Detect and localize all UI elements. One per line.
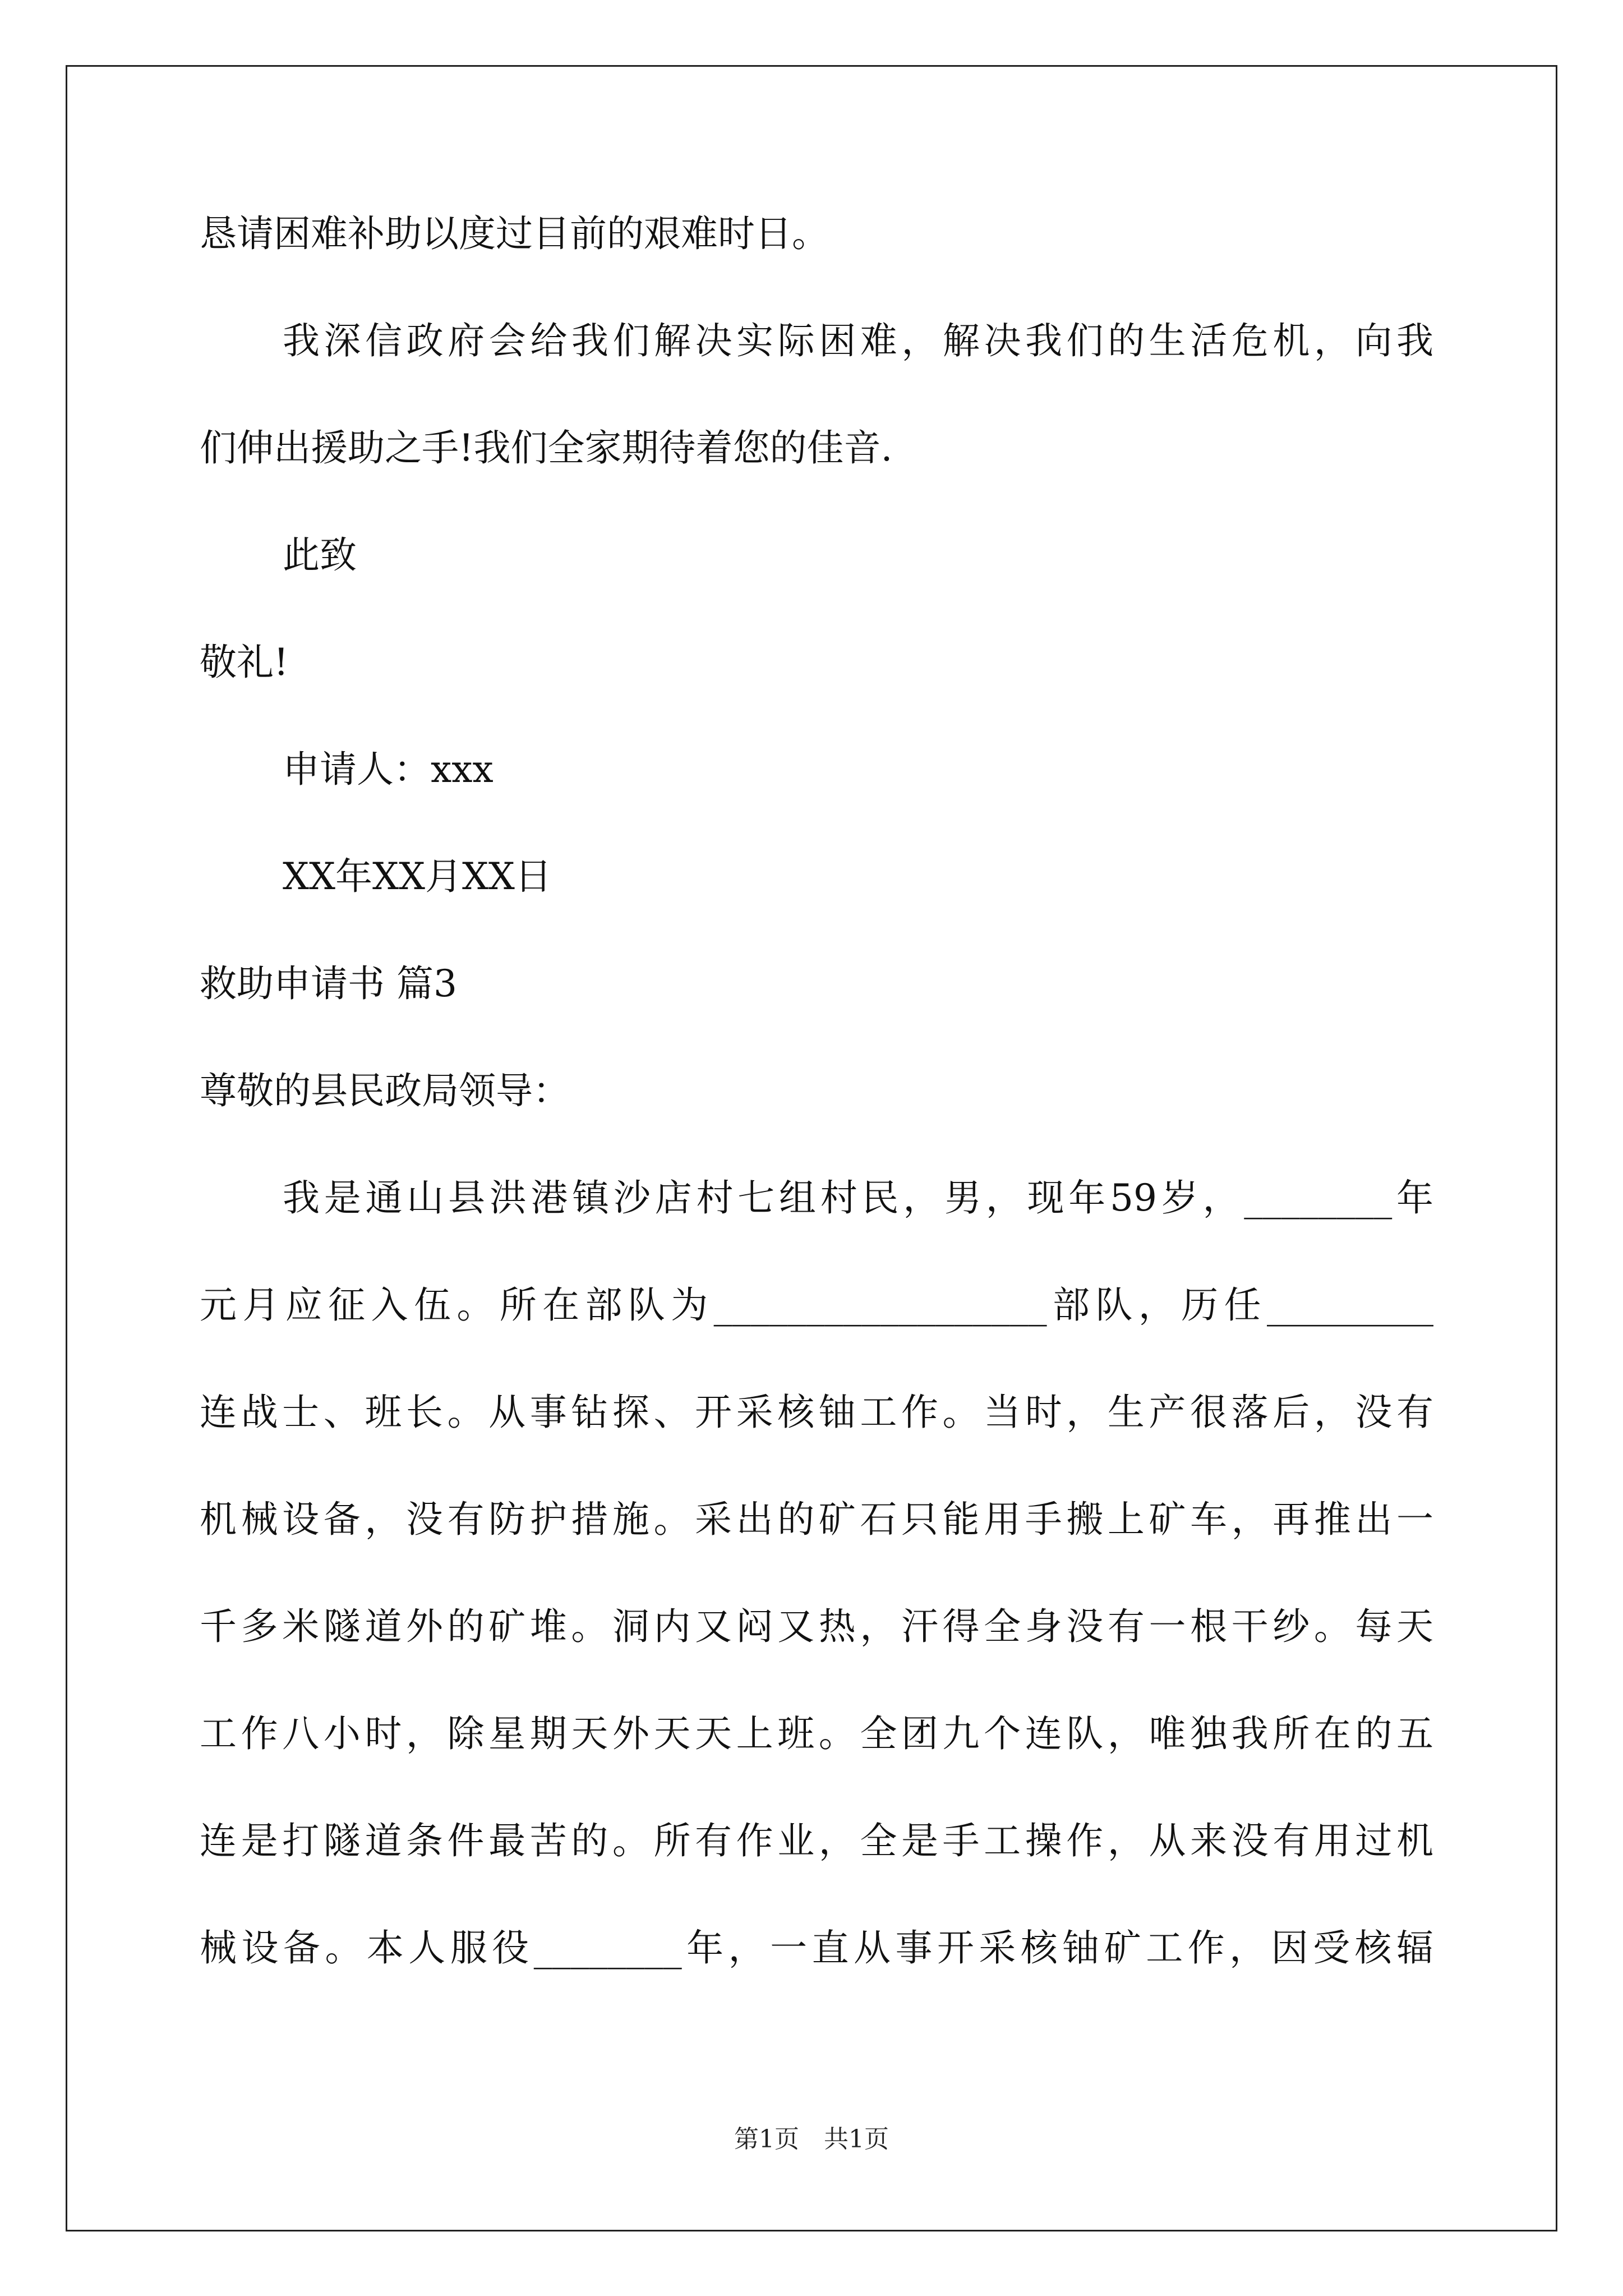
paragraph-line: 元月应征入伍。所在部队为__________________部队，历任_________ xyxy=(200,1283,1433,1327)
paragraph-line: 们伸出援助之手!我们全家期待着您的佳音. xyxy=(200,426,893,470)
page-border xyxy=(66,65,1557,2231)
greeting: 尊敬的县民政局领导： xyxy=(200,1069,570,1112)
paragraph-line: 我是通山县洪港镇沙店村七组村民，男，现年59岁，________年 xyxy=(283,1176,1433,1220)
paragraph-line: 千多米隧道外的矿堆。洞内又闷又热，汗得全身没有一根干纱。每天 xyxy=(200,1605,1433,1648)
paragraph-line: 工作八小时，除星期天外天天上班。全团九个连队，唯独我所在的五 xyxy=(200,1712,1433,1755)
closing-regards: 敬礼! xyxy=(200,641,289,684)
paragraph-line: 机械设备，没有防护措施。采出的矿石只能用手搬上矿车，再推出一 xyxy=(200,1498,1433,1541)
applicant-signature: 申请人：xxx xyxy=(283,748,494,791)
date-line: XX年XX月XX日 xyxy=(283,855,552,898)
paragraph-line: 械设备。本人服役________年，一直从事开采核铀矿工作，因受核辐 xyxy=(200,1926,1433,1970)
paragraph-line: 连是打隧道条件最苦的。所有作业，全是手工操作，从来没有用过机 xyxy=(200,1819,1433,1862)
section-title: 救助申请书 篇3 xyxy=(200,962,457,1005)
paragraph-line: 恳请困难补助以度过目前的艰难时日。 xyxy=(200,212,829,255)
paragraph-line: 我深信政府会给我们解决实际困难，解决我们的生活危机，向我 xyxy=(283,319,1433,362)
paragraph-line: 连战士、班长。从事钻探、开采核铀工作。当时，生产很落后，没有 xyxy=(200,1391,1433,1434)
page-number-footer: 第1页 共1页 xyxy=(734,2125,889,2154)
closing-salutation: 此致 xyxy=(283,533,357,577)
